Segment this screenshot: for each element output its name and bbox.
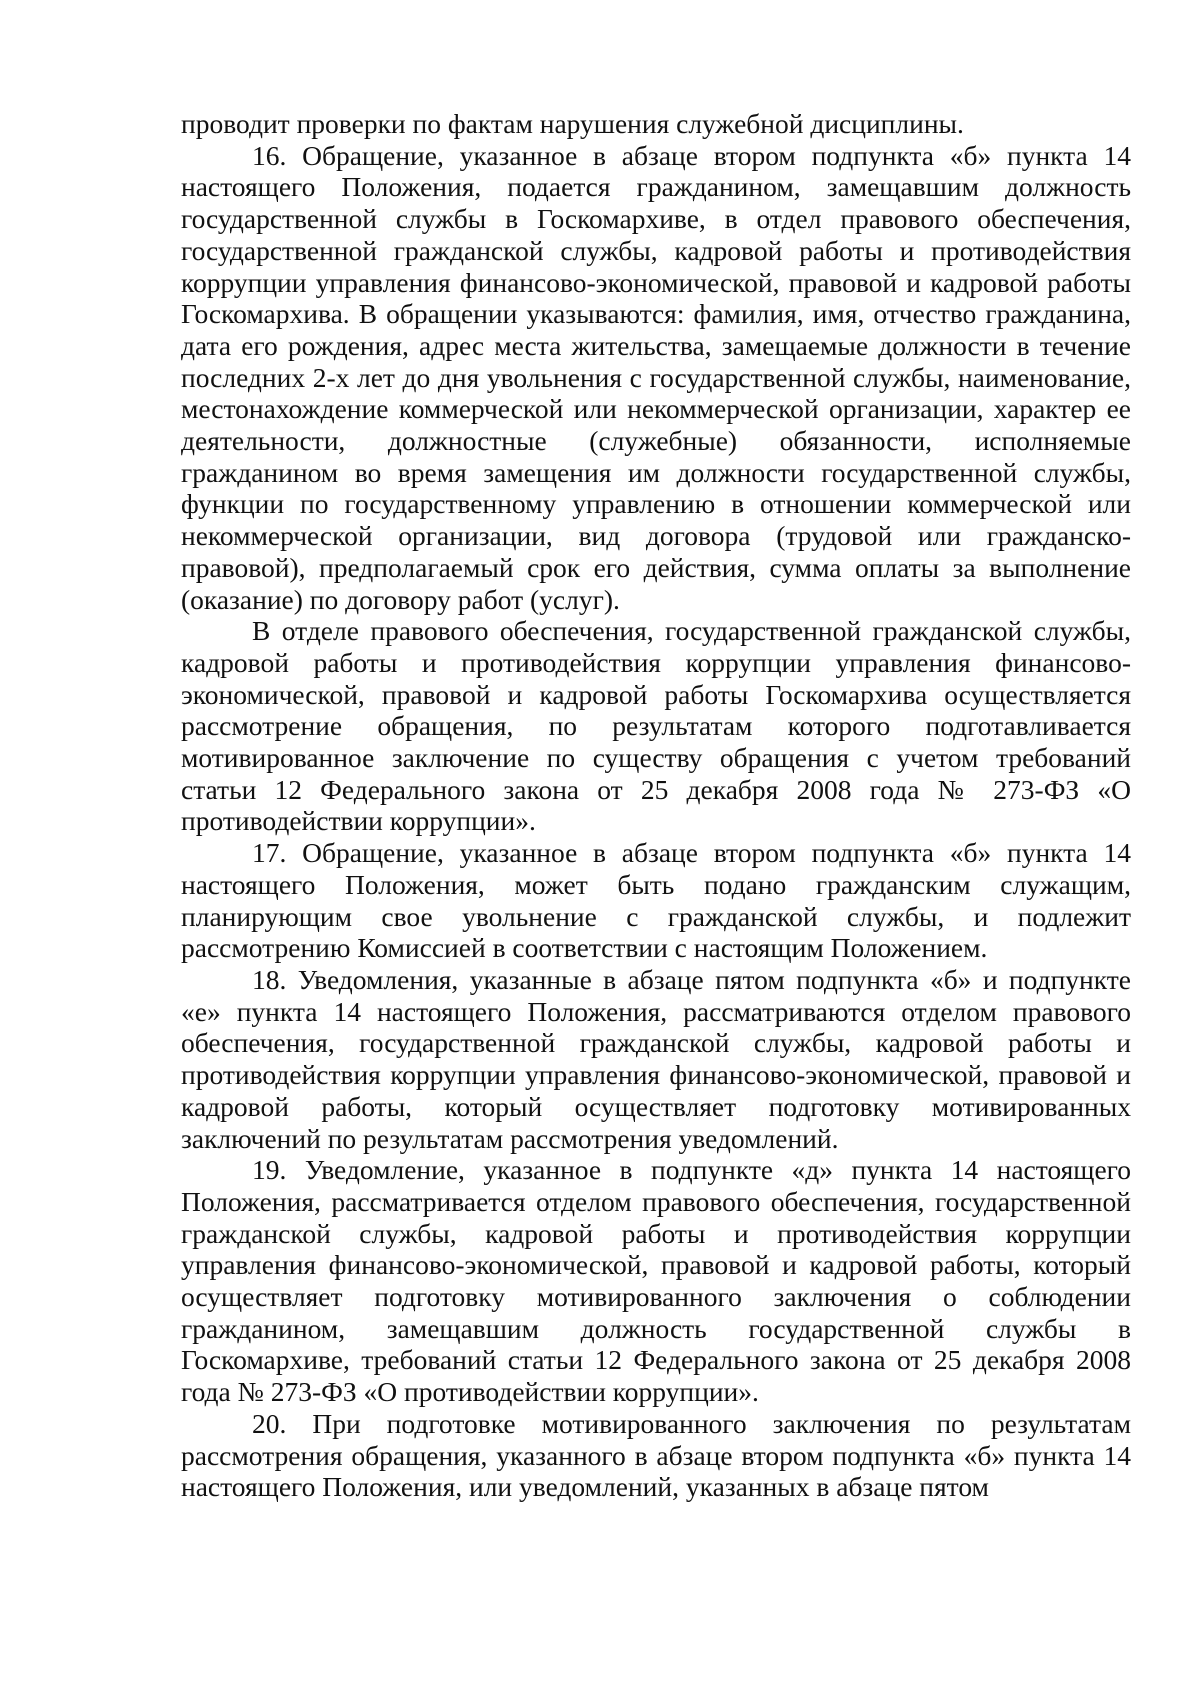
paragraph-16: 16. Обращение, указанное в абзаце втором подпункта «б» пункта 14 настоящего Положения, подается гражданином, замещавшим должность государственной службы в Госкомархиве, в отдел правового обеспечения, государственной гражданской службы, кадровой работы и противодействия коррупции управления финансово-экономической, правовой и кадровой работы Госкомархива. В обращении указываются: фамилия, имя, отчество гражданина, дата его рождения, адрес места жительства, замещаемые должности в течение последних 2-х лет до дня увольнения с государственной службы, наименование, местонахождение коммерческой или некоммерческой организации, характер ее деятельности, должностные (служебные) обязанности, исполняемые гражданином во время замещения им должности государственной службы, функции по государственному управлению в отношении коммерческой или некоммерческой организации, вид договора (трудовой или гражданско-правовой), предполагаемый срок его действия, сумма оплаты за выполнение (оказание) по договору работ (услуг).: [181, 139, 1131, 615]
paragraph-continuation: проводит проверки по фактам нарушения служебной дисциплины.: [181, 108, 964, 139]
paragraph-20: 20. При подготовке мотивированного заключения по результатам рассмотрения обращения, указанного в абзаце втором подпункта «б» пункта 14 настоящего Положения, или уведомлений, указанных в абзаце пятом: [181, 1407, 1131, 1503]
paragraph-16-second: В отделе правового обеспечения, государственной гражданской службы, кадровой работы и противодействия коррупции управления финансово-экономической, правовой и кадровой работы Госкомархива осуществляется рассмотрение обращения, по результатам которого подготавливается мотивированное заключение по существу обращения с учетом требований статьи 12 Федерального закона от 25 декабря 2008 года № 273-ФЗ «О противодействии коррупции».: [181, 615, 1131, 837]
document-page: [181, 108, 1131, 1503]
paragraph-19: 19. Уведомление, указанное в подпункте «д» пункта 14 настоящего Положения, рассматривается отделом правового обеспечения, государственной гражданской службы, кадровой работы и противодействия коррупции управления финансово-экономической, правовой и кадровой работы, который осуществляет подготовку мотивированного заключения о соблюдении гражданином, замещавшим должность государственной службы в Госкомархиве, требований статьи 12 Федерального закона от 25 декабря 2008 года № 273-ФЗ «О противодействии коррупции».: [181, 1154, 1131, 1408]
paragraph-17: 17. Обращение, указанное в абзаце втором подпункта «б» пункта 14 настоящего Положения, может быть подано гражданским служащим, планирующим свое увольнение с гражданской службы, и подлежит рассмотрению Комиссией в соответствии с настоящим Положением.: [181, 837, 1131, 964]
paragraph-18: 18. Уведомления, указанные в абзаце пятом подпункта «б» и подпункте «е» пункта 14 настоящего Положения, рассматриваются отделом правового обеспечения, государственной гражданской службы, кадровой работы и противодействия коррупции управления финансово-экономической, правовой и кадровой работы, который осуществляет подготовку мотивированных заключений по результатам рассмотрения уведомлений.: [181, 963, 1131, 1154]
